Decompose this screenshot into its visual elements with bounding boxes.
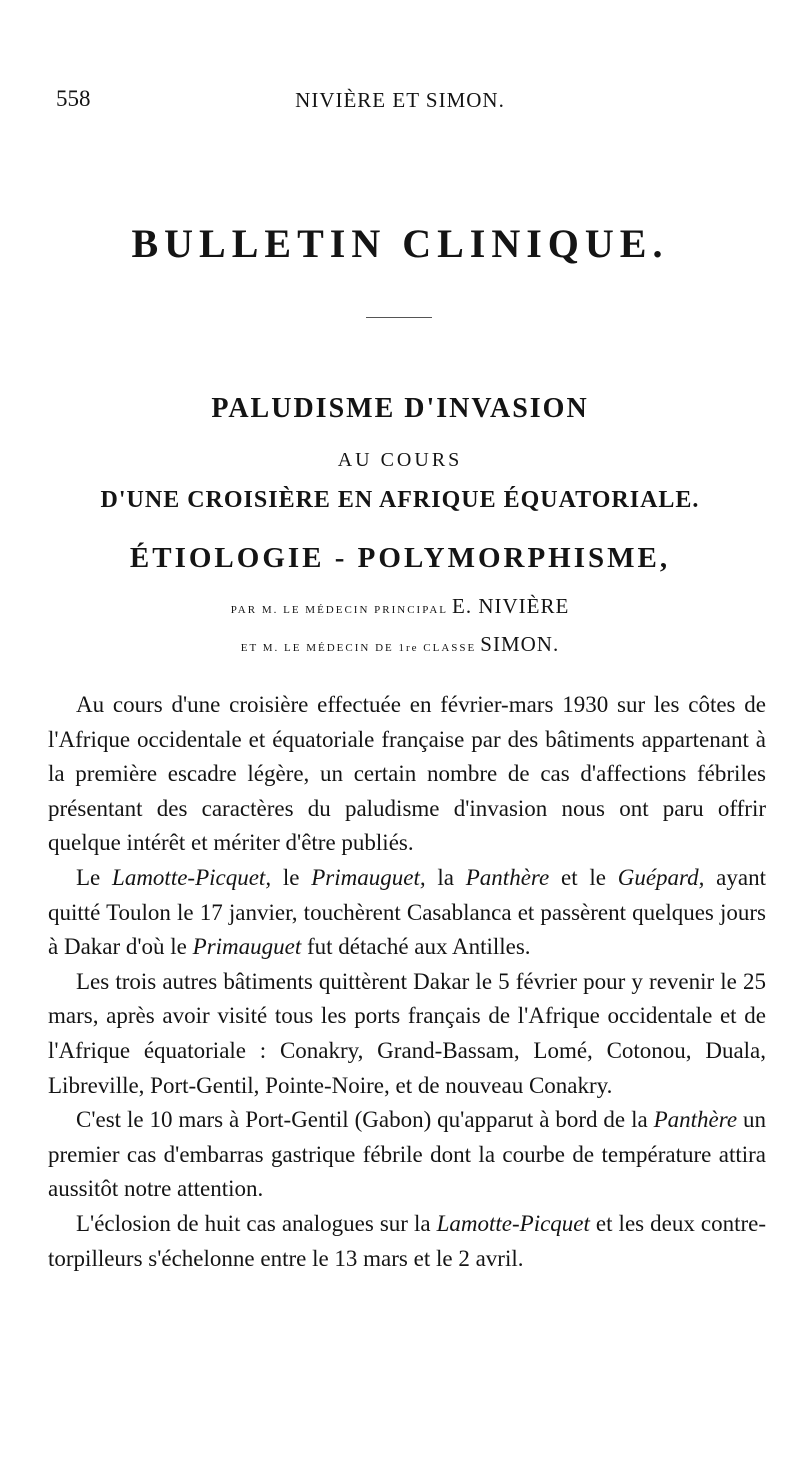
article-title-line3: D'UNE CROISIÈRE EN AFRIQUE ÉQUATORIALE. bbox=[100, 487, 700, 513]
ship-name: Panthère bbox=[653, 1107, 738, 1133]
byline-author-2 bbox=[0, 632, 800, 657]
p2-text-d: et le bbox=[549, 864, 618, 890]
ship-name: Lamotte-Picquet bbox=[436, 1210, 590, 1236]
running-title: NIVIÈRE ET SIMON. bbox=[295, 88, 505, 112]
author-1-name: E. NIVIÈRE bbox=[452, 594, 570, 618]
p4-text-b: un premier cas d'embarras gastrique fébrile dont la courbe de température attira aussitôt notre attention. bbox=[48, 1107, 767, 1202]
author-2-name: SIMON. bbox=[480, 632, 560, 656]
article-body bbox=[48, 688, 766, 1276]
article-title-line4: ÉTIOLOGIE - POLYMORPHISME, bbox=[129, 542, 671, 574]
paragraph-5 bbox=[48, 1207, 766, 1276]
article-title-line2: AU COURS bbox=[337, 449, 463, 471]
divider-rule bbox=[366, 317, 432, 318]
p2-text-e: ayant quitté Toulon le 17 janvier, touchèrent Casablanca et passèrent quelques jours à Dakar d'où le bbox=[48, 864, 766, 960]
p4-text-a: C'est le 10 mars à Port-Gentil (Gabon) qu'apparut à bord de la bbox=[76, 1107, 654, 1133]
ship-name: Lamotte-Picquet, bbox=[112, 864, 272, 890]
section-title: BULLETIN CLINIQUE. bbox=[131, 221, 669, 266]
ship-name: Primauguet, bbox=[311, 864, 426, 890]
p2-text-a: Le bbox=[76, 864, 113, 890]
page-header bbox=[50, 86, 750, 120]
ship-name: Panthère bbox=[465, 864, 550, 890]
p2-text-b: le bbox=[271, 864, 312, 890]
p2-text-c: la bbox=[425, 864, 466, 890]
paragraph-1: Au cours d'une croisière effectuée en février-mars 1930 sur les côtes de l'Afrique occidentale et équatoriale française par des bâtiments appartenant à la première escadre légère, un certain nombre de cas d'affections fébriles présentant des caractères du paludisme d'invasion nous ont paru offrir quelque intérêt et mériter d'être publiés. bbox=[48, 692, 766, 856]
paragraph-4 bbox=[48, 1103, 766, 1207]
article-title-line1: PALUDISME D'INVASION bbox=[211, 393, 589, 424]
p5-text-a: L'éclosion de huit cas analogues sur la bbox=[76, 1210, 437, 1236]
ship-name: Guépard, bbox=[617, 864, 705, 890]
byline-2-prefix: ET M. LE MÉDECIN DE 1re CLASSE bbox=[240, 642, 477, 654]
paragraph-2 bbox=[48, 861, 766, 965]
ship-name: Primauguet bbox=[192, 934, 302, 960]
byline-1-prefix: PAR M. LE MÉDECIN PRINCIPAL bbox=[230, 604, 448, 616]
page-number: 558 bbox=[56, 86, 91, 111]
paragraph-3: Les trois autres bâtiments quittèrent Dakar le 5 février pour y revenir le 25 mars, après avoir visité tous les ports français de l'Afrique occidentale et de l'Afrique équatoriale : Conakry, Grand-Bassam, Lomé, Cotonou, Duala, Libreville, Port-Gentil, Pointe-Noire, et de nouveau Conakry. bbox=[48, 968, 766, 1098]
p2-text-f: fut détaché aux Antilles. bbox=[301, 934, 531, 960]
p5-text-b: et les deux contre-torpilleurs s'échelonne entre le 13 mars et le 2 avril. bbox=[48, 1210, 766, 1271]
byline-author-1 bbox=[0, 594, 800, 619]
